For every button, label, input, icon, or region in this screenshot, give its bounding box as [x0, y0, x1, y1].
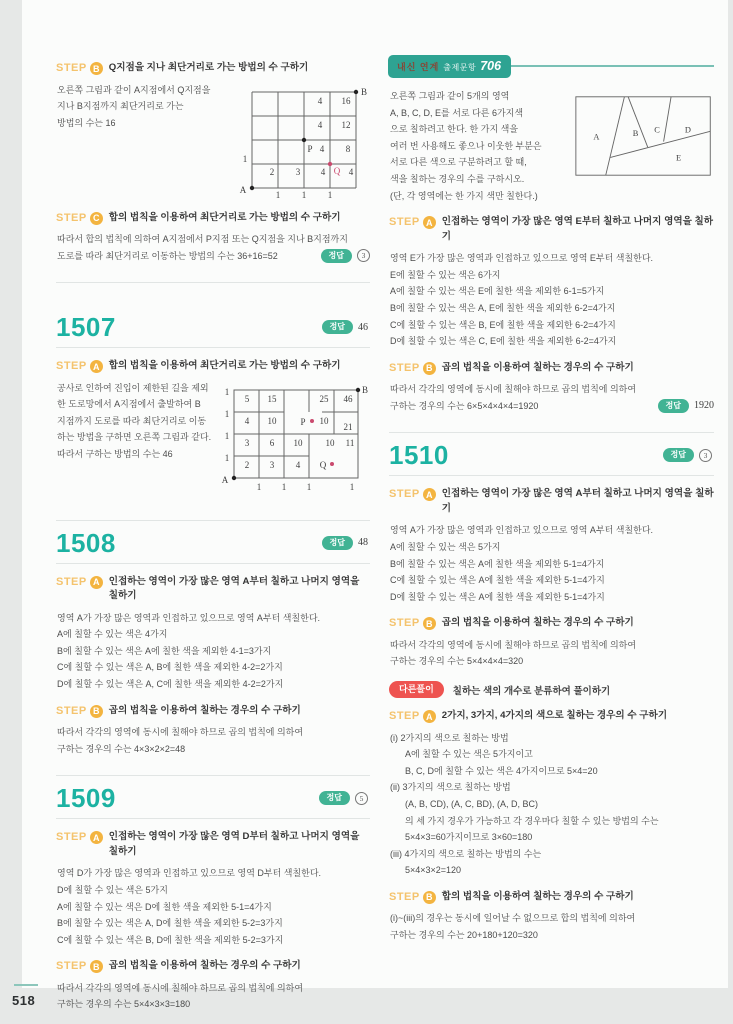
step-letter-badge: A	[90, 831, 103, 844]
fig-count: 46	[343, 393, 353, 404]
body-line: 5×4×3=60가지이므로 3×60=180	[405, 832, 533, 843]
body-line: 영역 E가 가장 많은 영역과 인접하고 있으므로 영역 E부터 색칠한다.	[390, 253, 654, 264]
step-title: 인접하는 영역이 가장 많은 영역 A부터 칠하고 나머지 영역을 칠하기	[108, 575, 360, 602]
point-P-label: P	[300, 416, 306, 427]
fig-count: 1	[256, 481, 262, 492]
fig-count: 4	[319, 143, 325, 154]
fig-count: 11	[345, 437, 355, 448]
step-body	[390, 250, 714, 350]
problem-number: 1509	[56, 783, 116, 814]
body-line: 따라서 각각의 영역에 동시에 칠해야 하므로 곱의 법칙에 의하여	[390, 384, 637, 395]
linked-exam-problem	[389, 88, 714, 204]
step-label: STEP	[389, 361, 420, 374]
body-line: 지나 B지점까지 최단거리로 가는	[57, 101, 184, 112]
divider	[56, 347, 370, 348]
step-title: 곱의 법칙을 이용하여 칠하는 경우의 수 구하기	[108, 704, 301, 716]
problem-number: 1508	[56, 527, 116, 558]
step-label: STEP	[56, 360, 87, 373]
body-line: A에 칠할 수 있는 색은 D에 칠한 색을 제외한 5-1=4가지	[57, 901, 272, 912]
body-line: (i)~(iii)의 경우는 동시에 일어날 수 없으므로 합의 법칙에 의하여	[390, 913, 636, 924]
body-line: (i) 2가지의 색으로 칠하는 방법	[390, 732, 509, 743]
step-label: STEP	[389, 710, 420, 723]
fig-count: 2	[269, 166, 275, 177]
problem-1508-header	[56, 521, 370, 563]
fig-count: 15	[267, 393, 277, 404]
body-line: 구하는 경우의 수는 5×4×3×3=180	[57, 999, 191, 1010]
step-letter-badge: B	[423, 362, 436, 375]
step-letter-badge: A	[423, 488, 436, 501]
body-line: B, C, D에 칠할 수 있는 색은 4가지이므로 5×4=20	[405, 765, 598, 776]
section-1507-stepA	[56, 359, 370, 502]
step-title: 인접하는 영역이 가장 많은 영역 D부터 칠하고 나머지 영역을 칠하기	[108, 831, 360, 857]
alt-solution-pill: 다른풀이	[389, 681, 444, 698]
step-title: 합의 법칙을 이용하여 최단거리로 가는 방법의 수 구하기	[108, 360, 341, 372]
answer-badge	[319, 791, 368, 805]
point-P-label: P	[307, 143, 313, 154]
step-heading	[56, 704, 370, 719]
body-line: 구하는 경우의 수는 6×5×4×4×4=1920	[390, 400, 539, 411]
answer-value: 1920	[694, 399, 714, 411]
section-1509-stepA	[56, 830, 370, 948]
answer-choice-circle: 5	[355, 792, 368, 805]
step-heading	[56, 61, 370, 76]
step-label: STEP	[56, 831, 87, 844]
step-letter-badge: A	[90, 576, 103, 589]
body-line: 하는 방법을 구하면 오른쪽 그림과 같다.	[57, 432, 212, 443]
fig-count: 4	[348, 166, 354, 177]
step-body	[57, 865, 370, 948]
linked-exam-number: 706	[480, 59, 502, 73]
section-stepB	[56, 61, 370, 200]
body-line: (단, 각 영역에는 한 가지 색만 칠한다.)	[390, 190, 538, 201]
step-heading	[389, 616, 714, 631]
step-body	[390, 910, 714, 943]
section-706-stepA	[389, 215, 714, 350]
region-B-label: B	[632, 129, 639, 138]
fig-count: 6	[269, 437, 275, 448]
answer-badge	[322, 536, 368, 550]
step-body	[57, 231, 370, 264]
road-network-figure	[214, 380, 370, 502]
fig-count: 1	[281, 481, 287, 492]
step-label: STEP	[389, 216, 420, 229]
step-heading	[56, 359, 370, 374]
step-title: Q지점을 지나 최단거리로 가는 방법의 수 구하기	[108, 62, 309, 73]
answer-badge	[658, 398, 714, 415]
problem-1510-header	[389, 433, 714, 475]
body-line: C에 칠할 수 있는 색은 B, D에 칠한 색을 제외한 5-2=3가지	[57, 934, 284, 945]
answer-choice-circle: 3	[357, 249, 370, 262]
body-line: 색을 칠하는 경우의 수를 구하시오.	[390, 173, 525, 184]
body-line: A에 칠할 수 있는 색은 4가지	[57, 629, 168, 640]
answer-pill: 정답	[319, 791, 350, 805]
linked-exam-subtag: 출제문항	[443, 63, 477, 72]
body-line: 구하는 경우의 수는 5×4×4×4=320	[390, 656, 524, 667]
step-title: 인접하는 영역이 가장 많은 영역 A부터 칠하고 나머지 영역을 칠하기	[441, 488, 714, 514]
region-E-label: E	[675, 153, 682, 163]
answer-pill: 정답	[658, 399, 689, 413]
step-heading	[389, 890, 714, 905]
fig-count: 4	[244, 415, 250, 426]
fig-count: 4	[295, 459, 301, 470]
answer-value: 48	[358, 537, 368, 549]
step-title: 2가지, 3가지, 4가지의 색으로 칠하는 경우의 수 구하기	[441, 710, 668, 722]
body-line: 의 세 가지 경우가 가능하고 각 경우마다 칠할 수 있는 방법의 수는	[405, 815, 659, 826]
alt-solution-header	[389, 681, 714, 698]
body-line: 으로 칠하려고 한다. 한 가지 색을	[390, 124, 519, 135]
page-number: 518	[12, 993, 36, 1008]
step-title: 합의 법칙을 이용하여 최단거리로 가는 방법의 수 구하기	[108, 211, 341, 223]
step-label: STEP	[56, 211, 87, 224]
fig-count: 1	[224, 408, 230, 419]
section-1509-stepB	[56, 959, 370, 1013]
step-heading	[56, 211, 370, 226]
body-line: (iii) 4가지의 색으로 칠하는 방법의 수는	[390, 848, 542, 859]
step-letter-badge: B	[90, 705, 103, 718]
body-line: C에 칠할 수 있는 색은 B, E에 칠한 색을 제외한 6-2=4가지	[390, 319, 616, 330]
fig-count: 16	[341, 95, 351, 106]
step-body	[57, 980, 370, 1013]
page-footer	[12, 984, 38, 1008]
step-label: STEP	[389, 890, 420, 903]
point-Q-dot	[328, 161, 332, 165]
answer-value: 46	[358, 321, 368, 333]
section-stepC	[56, 211, 370, 265]
step-heading	[56, 575, 370, 604]
region-C-label: C	[654, 125, 660, 135]
body-line: 공사로 인하여 진입이 제한된 길을 제외	[57, 382, 209, 393]
body-line-with-answer	[390, 398, 714, 415]
divider	[389, 475, 714, 476]
body-line: 오른쪽 그림과 같이 5개의 영역	[390, 91, 510, 101]
body-line: D에 칠할 수 있는 색은 C, E에 칠한 색을 제외한 6-2=4가지	[390, 336, 617, 347]
point-B-dot	[354, 89, 358, 93]
step-letter-badge: C	[90, 212, 103, 225]
step-body	[390, 381, 714, 414]
body-line: D에 칠할 수 있는 색은 5가지	[57, 884, 168, 895]
step-letter-badge: A	[423, 710, 436, 723]
fig-count: 2	[244, 459, 250, 470]
left-column	[56, 50, 370, 1013]
fig-count: 4	[320, 166, 326, 177]
region-D-label: D	[684, 125, 691, 135]
fig-count: 10	[293, 437, 303, 448]
section-1510-stepB	[389, 616, 714, 670]
alt-solution-label: 칠하는 색의 개수로 분류하여 풀이하기	[452, 685, 611, 697]
problem-number: 1510	[389, 440, 449, 471]
body-line: D에 칠할 수 있는 색은 A, C에 칠한 색을 제외한 4-2=2가지	[57, 679, 284, 690]
body-line: 따라서 구하는 방법의 수는 46	[57, 449, 173, 460]
answer-choice-circle: 3	[699, 449, 712, 462]
step-letter-badge: A	[90, 360, 103, 373]
body-line: B에 칠할 수 있는 색은 A에 칠한 색을 제외한 4-1=3가지	[57, 645, 272, 656]
body-line: 따라서 각각의 영역에 동시에 칠해야 하므로 곱의 법칙에 의하여	[390, 639, 637, 650]
section-1510-stepA	[389, 487, 714, 605]
fig-count: 3	[269, 459, 275, 470]
answer-pill: 정답	[321, 249, 352, 263]
fig-count: 1	[306, 481, 312, 492]
step-letter-badge: B	[90, 62, 103, 75]
step-body	[390, 637, 714, 670]
point-P-dot	[302, 137, 306, 141]
step-heading	[56, 959, 370, 974]
fig-count: 10	[319, 415, 329, 426]
body-line: 구하는 경우의 수는 20+180+120=320	[390, 930, 538, 940]
step-heading	[56, 830, 370, 859]
divider	[56, 563, 370, 564]
step-label: STEP	[56, 62, 87, 74]
problem-text	[390, 88, 574, 204]
body-line: E에 칠할 수 있는 색은 6가지	[390, 269, 501, 280]
step-label: STEP	[56, 704, 87, 717]
section-1508-stepB	[56, 704, 370, 758]
linked-exam-tag: 내신 연계	[397, 62, 440, 72]
step-title: 곱의 법칙을 이용하여 칠하는 경우의 수 구하기	[441, 617, 634, 629]
step-title: 인접하는 영역이 가장 많은 영역 E부터 칠하고 나머지 영역을 칠하기	[441, 216, 714, 242]
linked-exam-badge	[389, 56, 510, 77]
body-line: 영역 A가 가장 많은 영역과 인접하고 있으므로 영역 A부터 색칠한다.	[390, 525, 654, 536]
point-B-label: B	[360, 86, 368, 97]
body-line: C에 칠할 수 있는 색은 A에 칠한 색을 제외한 5-1=4가지	[390, 575, 605, 586]
body-line: 따라서 각각의 영역에 동시에 칠해야 하므로 곱의 법칙에 의하여	[57, 727, 304, 738]
body-line-with-answer	[57, 248, 370, 265]
point-A-dot	[232, 475, 236, 479]
problem-1507-header	[56, 305, 370, 347]
body-line: 5×4×3×2=120	[405, 865, 462, 876]
point-Q-dot	[330, 462, 334, 466]
body-line: 영역 D가 가장 많은 영역과 인접하고 있으므로 영역 D부터 색칠한다.	[57, 868, 322, 879]
fig-count: 12	[341, 119, 351, 130]
answer-badge	[663, 448, 712, 462]
step-body	[390, 522, 714, 605]
fig-count: 1	[349, 481, 355, 492]
body-line: D에 칠할 수 있는 색은 A에 칠한 색을 제외한 5-1=4가지	[390, 591, 605, 602]
step-heading	[389, 487, 714, 516]
body-line: 영역 A가 가장 많은 영역과 인접하고 있으므로 영역 A부터 색칠한다.	[57, 612, 321, 623]
regions-figure	[574, 92, 714, 180]
body-line: A, B, C, D, E를 서로 다른 6가지색	[390, 107, 524, 118]
problem-number: 1507	[56, 312, 116, 343]
body-line: 방법의 수는 16	[57, 117, 116, 128]
divider	[56, 282, 370, 283]
step-letter-badge: B	[423, 617, 436, 630]
fig-count: 5	[244, 393, 250, 404]
body-line: A에 칠할 수 있는 색은 5가지	[390, 542, 501, 552]
step-title: 곱의 법칙을 이용하여 칠하는 경우의 수 구하기	[108, 960, 301, 972]
step-letter-badge: B	[90, 960, 103, 973]
problem-1509-header	[56, 776, 370, 818]
step-label: STEP	[56, 960, 87, 973]
right-column	[389, 56, 714, 944]
section-706-stepB	[389, 361, 714, 415]
step-title: 곱의 법칙을 이용하여 칠하는 경우의 수 구하기	[441, 361, 634, 373]
fig-count: 3	[244, 437, 250, 448]
region-A-label: A	[593, 132, 600, 142]
point-Q-label: Q	[333, 165, 341, 176]
step-letter-badge: A	[423, 216, 436, 229]
fig-count: 1	[224, 452, 230, 463]
body-line: 지점까지 도로를 따라 최단거리로 이동	[57, 415, 207, 426]
point-A-label: A	[239, 184, 247, 195]
body-line: B에 칠할 수 있는 색은 A, D에 칠한 색을 제외한 5-2=3가지	[57, 918, 283, 929]
fig-count: 10	[325, 437, 335, 448]
body-line: 따라서 각각의 영역에 동시에 칠해야 하므로 곱의 법칙에 의하여	[57, 982, 304, 993]
body-line: 여러 번 사용해도 좋으나 이웃한 부분은	[390, 140, 542, 151]
step-body	[57, 82, 232, 132]
lattice-grid-figure-1	[232, 82, 370, 200]
answer-pill: 정답	[322, 320, 353, 334]
section-1510-altA	[389, 709, 714, 879]
section-1510-altB	[389, 890, 714, 944]
fig-count: 10	[267, 415, 277, 426]
body-line: 서로 다른 색으로 구분하려고 할 때,	[390, 157, 527, 168]
step-body	[57, 724, 370, 757]
fig-count: 1	[327, 189, 333, 200]
divider	[56, 818, 370, 819]
point-A-dot	[250, 185, 254, 189]
point-P-dot	[310, 419, 314, 423]
answer-badge	[321, 249, 370, 263]
point-B-label: B	[361, 384, 369, 395]
step-heading	[389, 215, 714, 244]
body-line: 오른쪽 그림과 같이 A지점에서 Q지점을	[57, 84, 211, 95]
fig-count: 1	[224, 386, 230, 397]
fig-count: 1	[242, 153, 248, 164]
body-line: (ii) 3가지의 색으로 칠하는 방법	[390, 782, 511, 793]
page-number-dash	[14, 984, 38, 986]
body-line: B에 칠할 수 있는 색은 A, E에 칠한 색을 제외한 6-2=4가지	[390, 302, 616, 313]
point-Q-label: Q	[319, 459, 327, 470]
body-line: 한 도로망에서 A지점에서 출발하여 B	[57, 399, 201, 410]
fig-count: 1	[275, 189, 281, 200]
body-line: C에 칠할 수 있는 색은 A, B에 칠한 색을 제외한 4-2=2가지	[57, 662, 283, 673]
step-letter-badge: B	[423, 891, 436, 904]
fig-count: 4	[317, 95, 323, 106]
body-line: 구하는 경우의 수는 4×3×2×2=48	[57, 743, 186, 754]
fig-count: 3	[295, 166, 301, 177]
fig-count: 25	[319, 393, 329, 404]
body-line: 따라서 합의 법칙에 의하여 A지점에서 P지점 또는 Q지점을 지나 B지점까지	[57, 234, 348, 244]
body-line: A에 칠할 수 있는 색은 E에 칠한 색을 제외한 6-1=5가지	[390, 286, 605, 297]
linked-exam-header	[389, 56, 714, 78]
fig-count: 1	[224, 430, 230, 441]
fig-count: 8	[345, 143, 351, 154]
step-heading	[389, 361, 714, 376]
point-B-dot	[356, 387, 360, 391]
fig-count: 4	[317, 119, 323, 130]
fig-count: 1	[301, 189, 307, 200]
body-line: A에 칠할 수 있는 색은 5가지이고	[405, 749, 533, 760]
step-heading	[389, 709, 714, 724]
step-body	[57, 380, 214, 463]
step-label: STEP	[56, 575, 87, 588]
answer-badge	[322, 320, 368, 334]
body-line: (A, B, CD), (A, C, BD), (A, D, BC)	[405, 798, 539, 809]
section-1508-stepA	[56, 575, 370, 693]
point-A-label: A	[221, 474, 229, 485]
answer-pill: 정답	[663, 448, 694, 462]
body-line: B에 칠할 수 있는 색은 A에 칠한 색을 제외한 5-1=4가지	[390, 558, 605, 569]
body-line: 도로를 따라 최단거리로 이동하는 방법의 수는 36+16=52	[57, 250, 278, 261]
step-title: 합의 법칙을 이용하여 칠하는 경우의 수 구하기	[441, 890, 634, 902]
step-label: STEP	[389, 488, 420, 501]
step-body	[57, 610, 370, 693]
step-body	[390, 730, 714, 879]
answer-pill: 정답	[322, 536, 353, 550]
step-label: STEP	[389, 617, 420, 630]
fig-count: 21	[343, 421, 353, 432]
